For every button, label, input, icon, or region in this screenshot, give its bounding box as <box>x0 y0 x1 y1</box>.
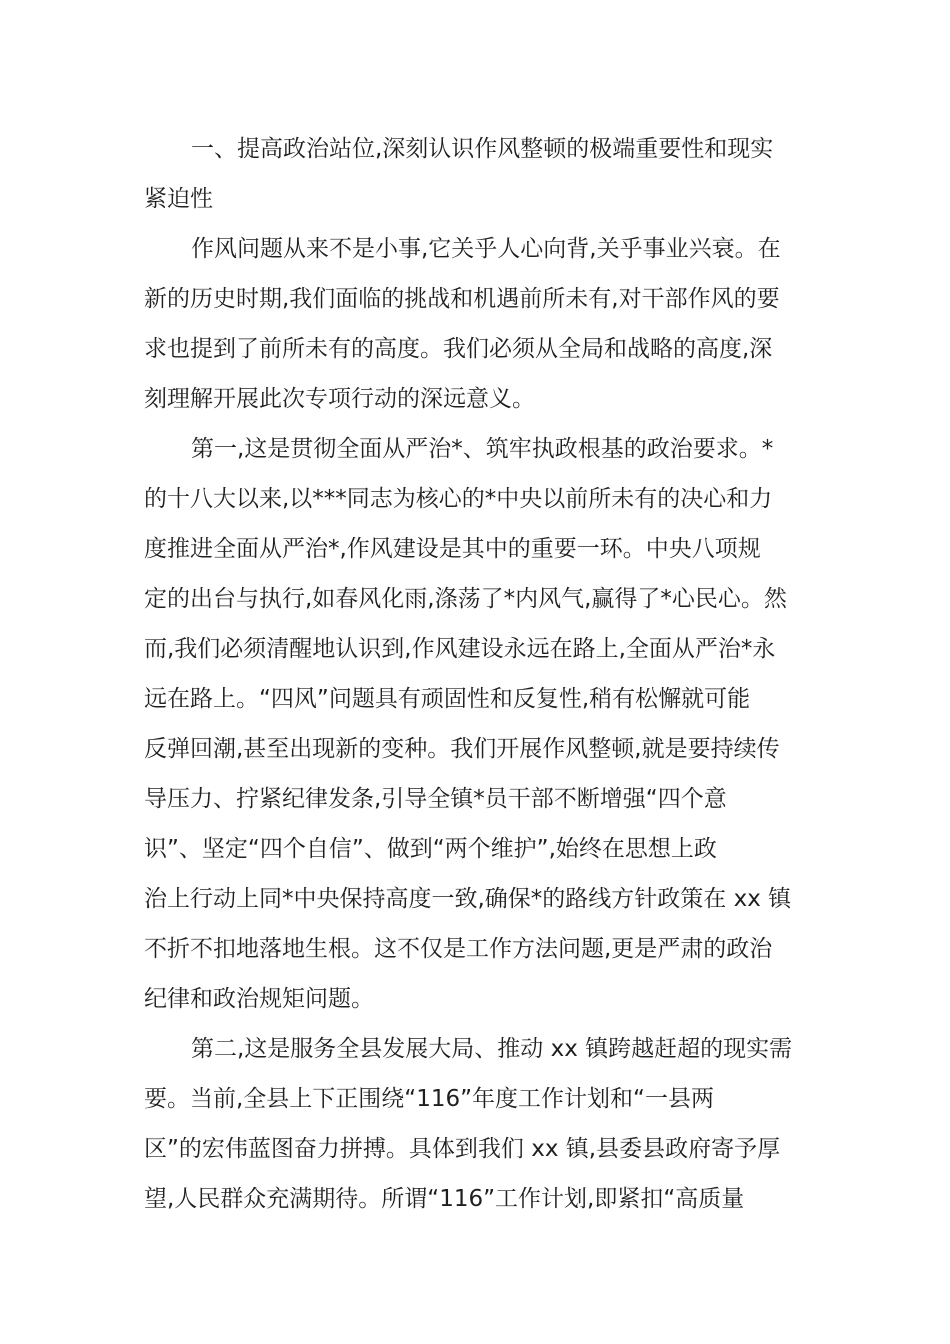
paragraph-line: 治上行动上同*中央保持高度一致,确保*的路线方针政策在 xx 镇 <box>144 886 792 912</box>
paragraph-line: 而,我们必须清醒地认识到,作风建设永远在路上,全面从严治*永 <box>144 636 776 662</box>
paragraph-line: 度推进全面从严治*,作风建设是其中的重要一环。中央八项规 <box>144 536 761 562</box>
paragraph-line: 识”、坚定“四个自信”、做到“两个维护”,始终在思想上政 <box>144 836 717 862</box>
paragraph-line: 望,人民群众充满期待。所谓“116”工作计划,即紧扣“高质量 <box>144 1186 745 1212</box>
paragraph-line: 纪律和政治规矩问题。 <box>144 986 374 1012</box>
paragraph-line: 新的历史时期,我们面临的挑战和机遇前所未有,对干部作风的要 <box>144 286 780 312</box>
paragraph-line: 要。当前,全县上下正围绕“116”年度工作计划和“一县两 <box>144 1086 714 1112</box>
paragraph-line: 第二,这是服务全县发展大局、推动 xx 镇跨越赶超的现实需 <box>191 1036 793 1062</box>
paragraph-second-point <box>144 1024 806 1224</box>
section-heading <box>144 124 806 224</box>
paragraph-line: 定的出台与执行,如春风化雨,涤荡了*内风气,赢得了*心民心。然 <box>144 586 787 612</box>
paragraph-line: 远在路上。“四风”问题具有顽固性和反复性,稍有松懈就可能 <box>144 686 751 712</box>
paragraph-intro <box>144 224 806 424</box>
paragraph-line: 刻理解开展此次专项行动的深远意义。 <box>144 386 535 412</box>
paragraph-line: 导压力、拧紧纪律发条,引导全镇*员干部不断增强“四个意 <box>144 786 727 812</box>
heading-line: 紧迫性 <box>144 186 213 212</box>
document-body <box>144 124 806 1224</box>
paragraph-line: 第一,这是贯彻全面从严治*、筑牢执政根基的政治要求。* <box>191 436 774 462</box>
paragraph-first-point <box>144 424 806 1024</box>
paragraph-line: 反弹回潮,甚至出现新的变种。我们开展作风整顿,就是要持续传 <box>144 736 780 762</box>
paragraph-line: 不折不扣地落地生根。这不仅是工作方法问题,更是严肃的政治 <box>144 936 773 962</box>
heading-line: 一、提高政治站位,深刻认识作风整顿的极端重要性和现实 <box>191 136 774 162</box>
paragraph-line: 求也提到了前所未有的高度。我们必须从全局和战略的高度,深 <box>144 336 773 362</box>
paragraph-line: 区”的宏伟蓝图奋力拼搏。具体到我们 xx 镇,县委县政府寄予厚 <box>144 1136 781 1162</box>
paragraph-line: 作风问题从来不是小事,它关乎人心向背,关乎事业兴衰。在 <box>191 236 781 262</box>
paragraph-line: 的十八大以来,以***同志为核心的*中央以前所未有的决心和力 <box>144 486 773 512</box>
